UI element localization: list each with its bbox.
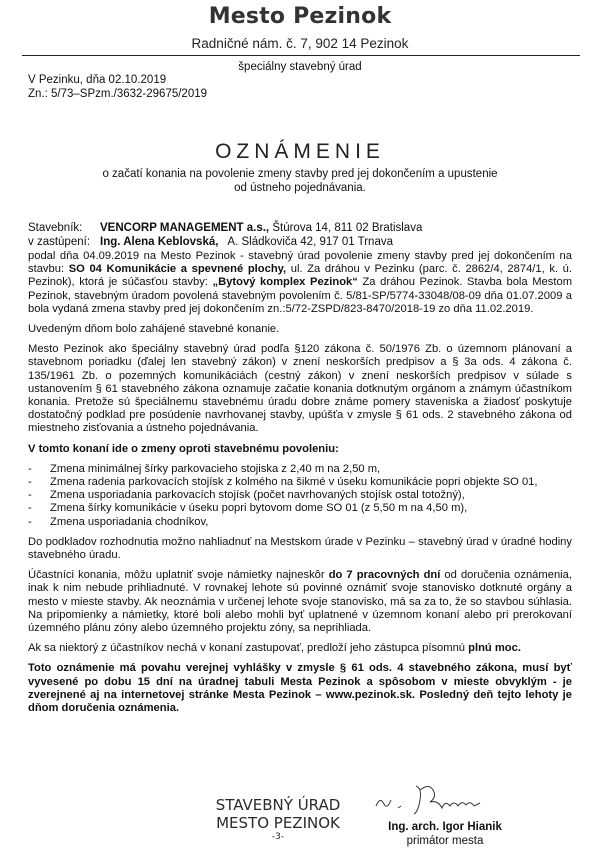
signatory-name: Ing. arch. Igor Hianik [388, 821, 502, 833]
changes-list [28, 463, 572, 529]
change-text: Zmena radenia parkovacích stojísk z kolmého na šikmé v úseku komunikácie popri objekte SO 01, [50, 476, 538, 489]
paragraph-representation [28, 642, 572, 655]
signatory [360, 820, 530, 848]
text-span: od doručenia oznámenia, inak k nim nebude prihliadnuté. V rovnakej lehote sú povinné oznámiť svoje stanovisko dotknuté orgány a mesto v mieste stavby. Ak neoznámia v určenej lehote svoje stanovisko, má sa za to, že so stavbou súhlasia. Na pripomienky a námietky, ktoré boli alebo mohli byť uplatnené v územnom konaní alebo pri prerokovaní územného plánu zóny alebo územného projektu zóny, sa neprihliada. [28, 569, 572, 635]
change-text: Zmena usporiadania parkovacích stojísk (počet navrhovaných stojísk ostal totožný), [50, 489, 465, 502]
city-title: Mesto Pezinok [208, 4, 392, 29]
change-text: Zmena usporiadania chodníkov, [50, 515, 209, 528]
builder-label: Stavebník: [28, 222, 83, 234]
stamp-line-2: MESTO PEZINOK [216, 814, 340, 832]
change-item [28, 476, 572, 489]
reference-number: Zn.: 5/73–SPzm./3632-29675/2019 [28, 87, 208, 100]
paragraph-objections [28, 569, 572, 635]
text-span: podal dňa 04.09.2019 na Mesto Pezinok - stavebný úrad povolenie zmeny stavby pred jej dokončením na stavbu: [28, 250, 572, 276]
header-divider [22, 55, 580, 56]
list-dash: - [28, 462, 32, 475]
project-name: „Bytový komplex Pezinok“ [212, 276, 358, 289]
change-item [28, 463, 572, 476]
list-dash: - [28, 489, 32, 502]
notice-title: OZNÁMENIE [215, 140, 385, 163]
city-address: Radničné nám. č. 7, 902 14 Pezinok [191, 36, 409, 51]
text-span: Za dráhou Pezinok. Stavba bola Mestom Pezinok, stavebným úradom povolená stavebným povolením č. 5/81-SP/5774-33048/08-09 dňa 01.07.2009 a bola vydaná zmena stavby pred jej dokončením zn.:5/72-ZSPD/823-8470/2018-19 zo dňa 11.02.2019. [28, 276, 573, 315]
paragraph-public-notice: Toto oznámenie má povahu verejnej vyhlášky v zmysle § 61 ods. 4 stavebného zákona, musí byť vyvesené po dobu 15 dní na úradnej tabuli Mesta Pezinok a spôsobom v mieste obvyklým - je zverejnené aj na internetovej stránke Mesta Pezinok – www.pezinok.sk. Posledný deň tejto lehoty je dňom doručenia oznámenia. [28, 662, 572, 715]
document-meta [28, 74, 207, 101]
text-span: Ak sa niektorý z účastníkov nechá v konaní zastupovať, predloží jeho zástupca písomnú [28, 642, 469, 655]
text-span: ul. Za dráhou v Pezinku (parc. č. 2862/4, 2874/1, k. ú. Pezinok), ktorá je súčasťou stavby: [28, 263, 572, 289]
notice-body [28, 250, 572, 722]
changes-heading: V tomto konaní ide o zmeny oproti stavebnému povoleniu: [28, 442, 339, 455]
date-line: V Pezinku, dňa 02.10.2019 [28, 74, 167, 86]
notice-subtitle: o začatí konania na povolenie zmeny stavby pred jej dokončením a upustenie od ústneho pojednávania. [102, 168, 498, 194]
list-dash: - [28, 476, 32, 489]
builder-row [28, 221, 422, 235]
representative-name: Ing. Alena Keblovská, [100, 236, 219, 248]
change-text: Zmena šírky komunikácie v úseku popri bytovom dome SO 01 (z 5,50 m na 4,50 m), [50, 502, 468, 515]
deadline-text: do 7 pracovných dní [328, 569, 441, 582]
office-stamp [188, 796, 368, 842]
paragraph-authority: Mesto Pezinok ako špeciálny stavebný úrad podľa §120 zákona č. 50/1976 Zb. o územnom plánovaní a stavebnom poriadku (ďalej len stavebný zákon) v znení neskorších predpisov a § 3a ods. 4 zákona č. 135/1961 Zb. o pozemných komunikáciách (cestný zákon) v znení neskorších predpisov v súlade s ustanovením § 61 stavebného zákona oznamuje začatie konania dotknutým orgánom a známym účastníkom konania. Pretože sú špeciálnemu stavebnému úradu dobre známe pomery staveniska a žiadosť poskytuje dostatočný podklad pre posúdenie navrhovanej stavby, upúšťa v zmysle § 61 ods. 2 stavebného zákona od miestneho zisťovania a ústneho pojednávania. [28, 343, 572, 435]
representative-label: v zastúpení: [28, 236, 91, 248]
stamp-number: -3- [271, 832, 285, 842]
parties-block [28, 221, 422, 249]
power-of-attorney-text: plnú moc. [468, 642, 521, 655]
signatory-role: primátor mesta [406, 835, 484, 847]
handwritten-signature [368, 778, 528, 818]
representative-address: A. Sládkoviča 42, 917 01 Trnava [227, 236, 393, 248]
list-dash: - [28, 515, 32, 528]
office-name: špeciálny stavebný úrad [238, 61, 362, 73]
change-item [28, 489, 572, 502]
builder-address: Štúrova 14, 811 02 Bratislava [272, 222, 423, 234]
text-span: Účastníci konania, môžu uplatniť svoje námietky najneskôr [28, 569, 329, 582]
change-item [28, 516, 572, 529]
builder-name: VENCORP MANAGEMENT a.s., [100, 222, 270, 234]
paragraph-inspection: Do podkladov rozhodnutia možno nahliadnuť na Mestskom úrade v Pezinku – stavebný úrad v úradné hodiny stavebného úradu. [28, 535, 572, 562]
paragraph-application [28, 250, 572, 316]
representative-row [28, 235, 422, 249]
change-item [28, 502, 572, 515]
paragraph-started: Uvedeným dňom bolo zahájené stavebné konanie. [28, 323, 280, 336]
stamp-line-1: STAVEBNÝ ÚRAD [215, 796, 341, 814]
list-dash: - [28, 502, 32, 515]
building-object-name: SO 04 Komunikácie a spevnené plochy, [68, 263, 287, 276]
change-text: Zmena minimálnej šírky parkovacieho stojiska z 2,40 m na 2,50 m, [50, 462, 381, 475]
